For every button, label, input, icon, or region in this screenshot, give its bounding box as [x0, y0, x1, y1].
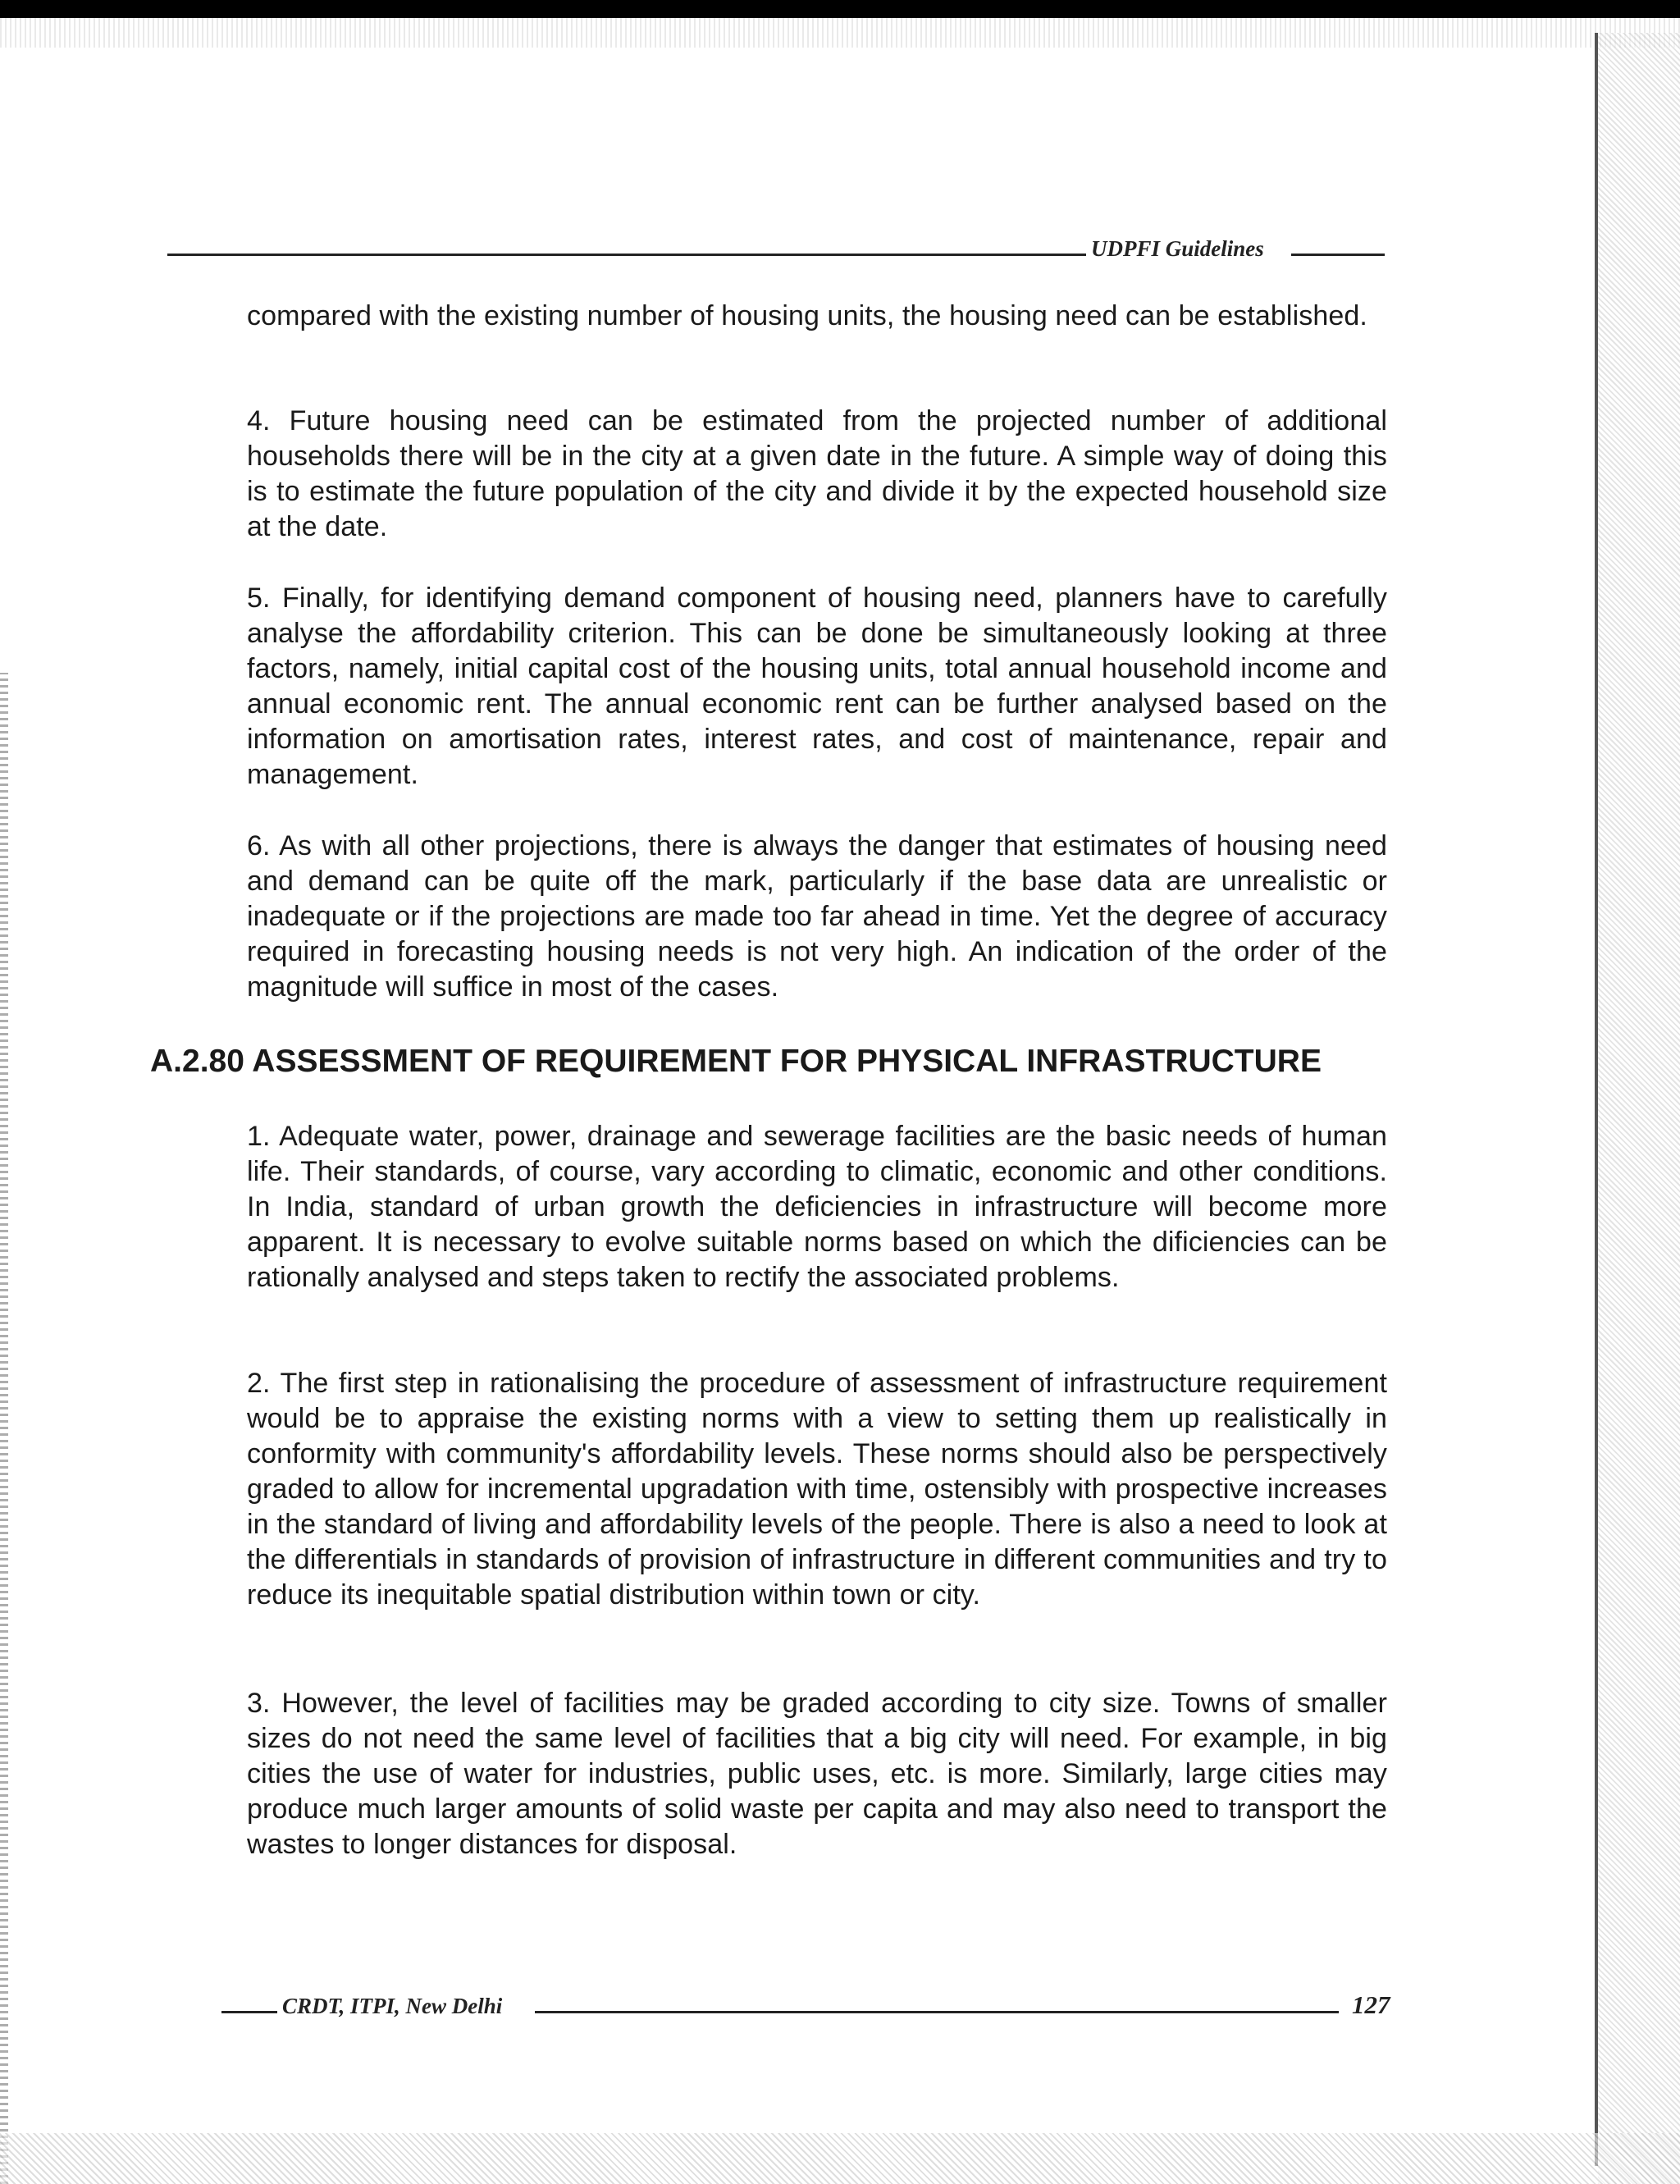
page-edge-right [1595, 33, 1598, 2166]
running-header-title: UDPFI Guidelines [1091, 236, 1264, 261]
scan-noise-left [0, 673, 8, 2184]
scan-noise-bottom [0, 2133, 1680, 2184]
scan-border-top [0, 0, 1680, 18]
section-paragraph-2: 2. The first step in rationalising the procedure of assessment of infrastructure requirement would be to appraise the existing norms with a view to setting them up realistically in conformity with community's affordability levels. These norms should also be perspectively graded to allow for incremental upgradation with time, ostensibly with prospective increases in the standard of living and affordability levels of the people. There is also a need to look at the differentials in standards of provision of infrastructure in different communities and try to reduce its inequitable spatial distribution within town or city. [247, 1368, 1387, 1611]
footer-rule [535, 2011, 1339, 2013]
paragraph-5: 5. Finally, for identifying demand component of housing need, planners have to carefully analyse the affordability criterion. This can be done be simultaneously looking at three factors, namely, initial capital cost of the housing units, total annual household income and annual economic rent. The annual economic rent can be further analysed based on the information on amortisation rates, interest rates, and cost of maintenance, repair and management. [247, 583, 1387, 790]
footer-rule [221, 2011, 277, 2013]
footer-organization: CRDT, ITPI, New Delhi [282, 1994, 503, 2018]
section-paragraph-1: 1. Adequate water, power, drainage and sewerage facilities are the basic needs of human life. Their standards, of course, vary according to climatic, economic and other conditions. In India, standard of urban growth the deficiencies in infrastructure will become more apparent. It is necessary to evolve suitable norms based on which the dificiencies can be rationally analysed and steps taken to rectify the associated problems. [247, 1121, 1387, 1293]
section-paragraph-3: 3. However, the level of facilities may be graded according to city size. Towns of smaller sizes do not need the same level of facilities that a big city will need. For example, in big cities the use of water for industries, public uses, etc. is more. Similarly, large cities may produce much larger amounts of solid waste per capita and may also need to transport the wastes to longer distances for disposal. [247, 1688, 1387, 1860]
page-number: 127 [1352, 1990, 1390, 2019]
header-rule [167, 254, 1086, 256]
section-heading: A.2.80 ASSESSMENT OF REQUIREMENT FOR PHYSICAL INFRASTRUCTURE [150, 1044, 1322, 1079]
paragraph-continuation: compared with the existing number of housing units, the housing need can be established. [247, 300, 1367, 331]
header-rule [1291, 254, 1385, 256]
paragraph-6: 6. As with all other projections, there is always the danger that estimates of housing need and demand can be quite off the mark, particularly if the base data are unrealistic or inadequate or if the projections are made too far ahead in time. Yet the degree of accuracy required in forecasting housing needs is not very high. An indication of the order of the magnitude will suffice in most of the cases. [247, 830, 1387, 1003]
scan-noise-top [0, 18, 1680, 48]
scan-noise-right [1598, 33, 1680, 2184]
paragraph-4: 4. Future housing need can be estimated from the projected number of additional households there will be in the city at a given date in the future. A simple way of doing this is to estimate the future population of the city and divide it by the expected household size at the date. [247, 405, 1387, 542]
